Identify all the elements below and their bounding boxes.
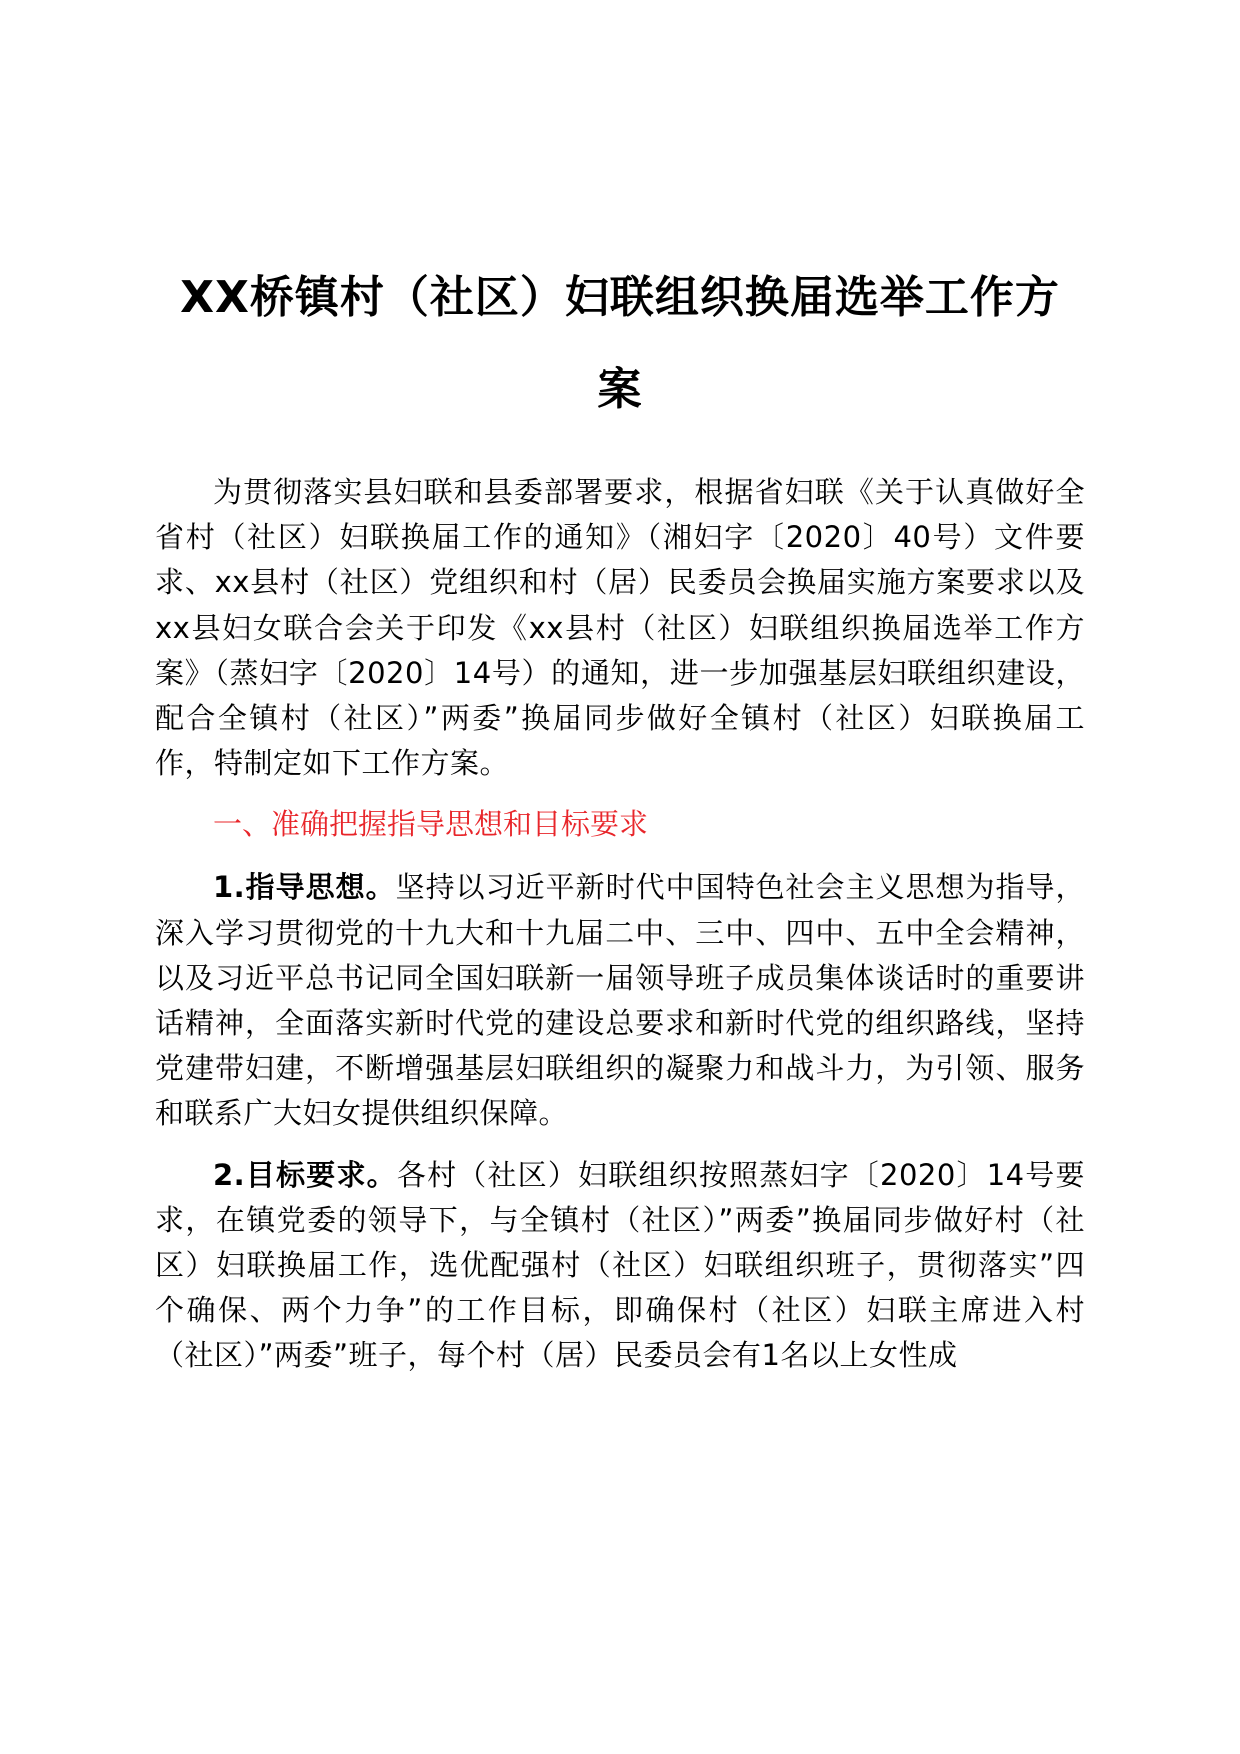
document-title [155, 252, 1085, 436]
guiding-ideology-paragraph [155, 865, 1085, 1136]
guiding-ideology-text: 坚持以习近平新时代中国特色社会主义思想为指导，深入学习贯彻党的十九大和十九届二中、三中、四中、五中全会精神，以及习近平总书记同全国妇联新一届领导班子成员集体谈话时的重要讲话精神，全面落实新时代党的建设总要求和新时代党的组织路线，坚持党建带妇建，不断增强基层妇联组织的凝聚力和战斗力，为引领、服务和联系广大妇女提供组织保障。 [155, 870, 1085, 1131]
target-requirements-paragraph [155, 1153, 1085, 1379]
document-body [155, 470, 1085, 1395]
target-requirements-text: 各村（社区）妇联组织按照蒸妇字〔2020〕14号要求，在镇党委的领导下，与全镇村（社区）”两委”换届同步做好村（社区）妇联换届工作，选优配强村（社区）妇联组织班子，贯彻落实”四个确保、两个力争”的工作目标，即确保村（社区）妇联主席进入村（社区）”两委”班子，每个村（居）民委员会有1名以上女性成 [155, 1157, 1085, 1373]
document-title-line-1: XX桥镇村（社区）妇联组织换届选举工作方 [180, 272, 1060, 323]
target-requirements-lead: 2.目标要求。 [213, 1157, 397, 1192]
document-page [155, 0, 1085, 1754]
section-heading-1: 一、准确把握指导思想和目标要求 [213, 807, 649, 842]
document-title-line-2: 案 [597, 364, 643, 415]
intro-paragraph: 为贯彻落实县妇联和县委部署要求，根据省妇联《关于认真做好全省村（社区）妇联换届工作的通知》（湘妇字〔2020〕40号）文件要求、xx县村（社区）党组织和村（居）民委员会换届实施方案要求以及xx县妇女联合会关于印发《xx县村（社区）妇联组织换届选举工作方案》（蒸妇字〔2020〕14号）的通知，进一步加强基层妇联组织建设，配合全镇村（社区）”两委”换届同步做好全镇村（社区）妇联换届工作，特制定如下工作方案。 [155, 475, 1085, 781]
guiding-ideology-lead: 1.指导思想。 [213, 870, 396, 905]
